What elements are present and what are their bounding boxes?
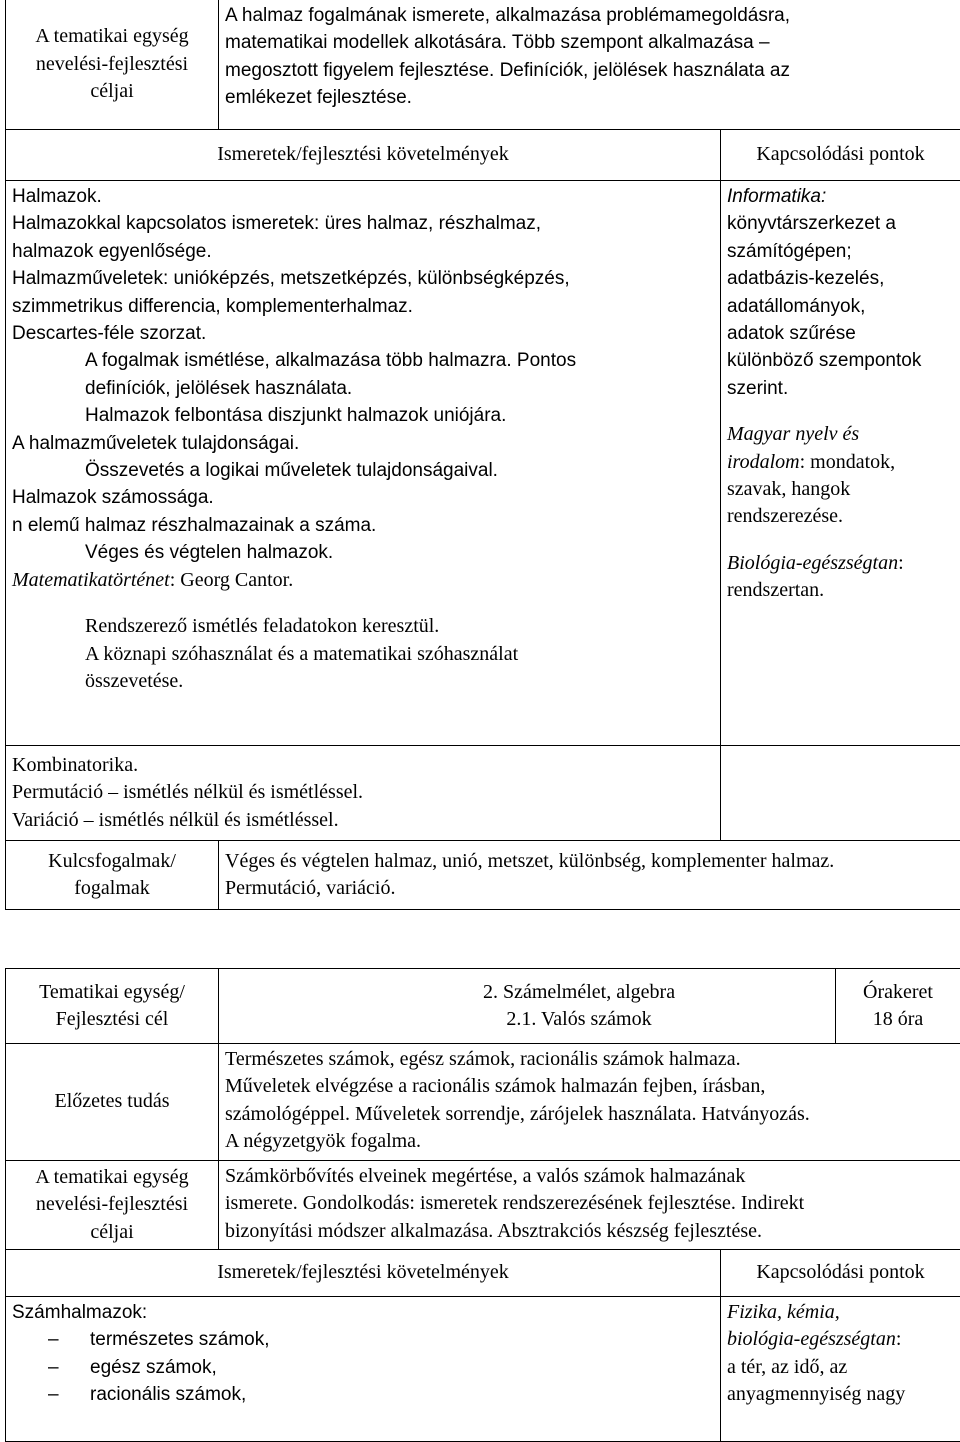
keywords-label-cell <box>6 841 219 910</box>
aims-text-cell <box>219 0 960 130</box>
informatika-label: Informatika: <box>727 183 954 210</box>
combinatorics-connections-cell <box>721 746 960 841</box>
conn-label-2: biológia-egészségtan <box>727 1328 896 1350</box>
connections-header <box>721 130 960 181</box>
prior-knowledge-row <box>6 1044 960 1161</box>
keywords-line: Permutáció, variáció. <box>225 875 954 902</box>
magyar-label-2: irodalom <box>727 451 800 473</box>
aims-line-2: ismerete. Gondolkodás: ismeretek rendszerezésének fejlesztése. Indirekt <box>225 1190 954 1217</box>
magyar-label: Magyar nyelv és <box>727 421 954 448</box>
list-item <box>12 1381 714 1408</box>
req-line: szimmetrikus differencia, komplementerhalmaz. <box>12 293 714 320</box>
keywords-row <box>6 841 960 910</box>
history-rest: : Georg Cantor. <box>170 569 294 591</box>
prior-line: számológéppel. Műveletek sorrendje, zárójelek használata. Hatványozás. <box>225 1101 954 1128</box>
aims-row <box>6 0 960 130</box>
bio-text: rendszertan. <box>727 577 954 604</box>
combinatorics-cell <box>6 746 721 841</box>
req-line: Halmazok felbontása diszjunkt halmazok uniójára. <box>12 402 714 429</box>
comb-line: Variáció – ismétlés nélkül és ismétléssel. <box>12 807 714 834</box>
comb-line: Kombinatorika. <box>12 752 714 779</box>
aims-label-cell-2 <box>6 1161 219 1250</box>
conn-line: adatállományok, <box>727 293 954 320</box>
combinatorics-row <box>6 746 960 841</box>
prior-label: Előzetes tudás <box>55 1090 170 1112</box>
req-line: Halmazok. <box>12 183 714 210</box>
conn-line: könyvtárszerkezet a <box>727 210 954 237</box>
magyar-line <box>727 449 954 476</box>
conn-line: anyagmennyiség nagy <box>727 1381 954 1408</box>
spacer <box>727 531 954 550</box>
list-item <box>12 1326 714 1353</box>
aims-text-line: A halmaz fogalmának ismerete, alkalmazása problémamegoldásra, <box>225 2 954 29</box>
connections-header-2 <box>721 1250 960 1297</box>
req-line: Összevetés a logikai műveletek tulajdonságaival. <box>12 457 714 484</box>
bio-colon: : <box>898 552 904 574</box>
magyar-line: szavak, hangok <box>727 476 954 503</box>
conn-label-line <box>727 1326 954 1353</box>
conn-line: adatok szűrése <box>727 320 954 347</box>
aims-row-2 <box>6 1161 960 1250</box>
req-line: n elemű halmaz részhalmazainak a száma. <box>12 512 714 539</box>
dash-bullet: – <box>12 1354 90 1381</box>
conn-line: számítógépen; <box>727 238 954 265</box>
bio-label: Biológia-egészségtan <box>727 552 898 574</box>
magyar-line: rendszerezése. <box>727 503 954 530</box>
history-label: Matematikatörténet <box>12 569 170 591</box>
req-line: összevetése. <box>12 668 714 695</box>
unit-label: Tematikai egység/ <box>12 979 212 1006</box>
prior-line: A négyzetgyök fogalma. <box>225 1128 954 1155</box>
req-line: Véges és végtelen halmazok. <box>12 539 714 566</box>
list-item-text: egész számok, <box>90 1354 217 1381</box>
number-sets-cell <box>6 1297 721 1442</box>
req-line: definíciók, jelölések használata. <box>12 375 714 402</box>
req-line: Halmazműveletek: unióképzés, metszetképzés, különbségképzés, <box>12 265 714 292</box>
unit-label: Fejlesztési cél <box>12 1006 212 1033</box>
number-sets-label: Számhalmazok: <box>12 1299 714 1326</box>
requirements-cell <box>6 181 721 746</box>
conn-line: különböző szempontok <box>727 347 954 374</box>
curriculum-table-real-numbers <box>5 968 960 1442</box>
aims-line-2: bizonyítási módszer alkalmazása. Absztrakciós készség fejlesztése. <box>225 1218 954 1245</box>
conn-colon: : <box>896 1328 902 1350</box>
comb-line: Permutáció – ismétlés nélkül és ismétléssel. <box>12 779 714 806</box>
connections-header-text-2: Kapcsolódási pontok <box>756 1261 924 1283</box>
dash-bullet: – <box>12 1381 90 1408</box>
prior-label-cell <box>6 1044 219 1161</box>
req-line: A halmazműveletek tulajdonságai. <box>12 430 714 457</box>
aims-label-cell <box>6 0 219 130</box>
aims-cell-2 <box>219 1161 960 1250</box>
conn-label: Fizika, kémia, <box>727 1299 954 1326</box>
list-item-text: racionális számok, <box>90 1381 246 1408</box>
req-line-history <box>12 567 714 594</box>
requirements-header-2 <box>6 1250 721 1297</box>
keywords-label: fogalmak <box>12 875 212 902</box>
req-line: Rendszerező ismétlés feladatokon keresztül. <box>12 613 714 640</box>
prior-line: Műveletek elvégzése a racionális számok halmazán fejben, írásban, <box>225 1073 954 1100</box>
unit-subtitle: 2.1. Valós számok <box>329 1006 829 1033</box>
conn-line: szerint. <box>727 375 954 402</box>
req-line: Halmazok számossága. <box>12 484 714 511</box>
requirements-header <box>6 130 721 181</box>
aims-text-line: matematikai modellek alkotására. Több szempont alkalmazása – <box>225 29 954 56</box>
keywords-label: Kulcsfogalmak/ <box>12 848 212 875</box>
requirements-header-text-2: Ismeretek/fejlesztési követelmények <box>217 1261 509 1283</box>
number-sets-row <box>6 1297 960 1442</box>
magyar-rest: : mondatok, <box>800 451 896 473</box>
conn-line: a tér, az idő, az <box>727 1354 954 1381</box>
dash-bullet: – <box>12 1326 90 1353</box>
req-line: Descartes-féle szorzat. <box>12 320 714 347</box>
conn-line: adatbázis-kezelés, <box>727 265 954 292</box>
prior-cell <box>219 1044 960 1161</box>
spacer <box>12 594 714 613</box>
connections-header-text: Kapcsolódási pontok <box>756 143 924 165</box>
keywords-line: Véges és végtelen halmaz, unió, metszet, különbség, komplementer halmaz. <box>225 848 954 875</box>
hours-cell <box>836 969 960 1044</box>
req-line: A köznapi szóhasználat és a matematikai szóhasználat <box>12 641 714 668</box>
aims-label: A tematikai egység nevelési-fejlesztési céljai <box>35 25 188 102</box>
magyar-block <box>727 421 954 604</box>
sets-content-row <box>6 181 960 746</box>
aims-line-2: Számkörbővítés elveinek megértése, a valós számok halmazának <box>225 1163 954 1190</box>
connections-cell <box>721 181 960 746</box>
keywords-cell <box>219 841 960 910</box>
curriculum-table-sets <box>5 0 960 910</box>
req-line: A fogalmak ismétlése, alkalmazása több halmazra. Pontos <box>12 347 714 374</box>
unit-title-row <box>6 969 960 1044</box>
prior-line: Természetes számok, egész számok, racionális számok halmaza. <box>225 1046 954 1073</box>
unit-label-cell <box>6 969 219 1044</box>
hours-label: Órakeret <box>842 979 954 1006</box>
req-line: Halmazokkal kapcsolatos ismeretek: üres halmaz, részhalmaz, <box>12 210 714 237</box>
list-item <box>12 1354 714 1381</box>
aims-text-line: megosztott figyelem fejlesztése. Definíciók, jelölések használata az <box>225 57 954 84</box>
aims-label-2: A tematikai egység nevelési-fejlesztési céljai <box>35 1166 188 1243</box>
list-item-text: természetes számok, <box>90 1326 270 1353</box>
requirements-header-text: Ismeretek/fejlesztési követelmények <box>217 143 509 165</box>
aims-text-line: emlékezet fejlesztése. <box>225 84 954 111</box>
number-sets-connections-cell <box>721 1297 960 1442</box>
unit-title-cell <box>219 969 836 1044</box>
bio-line <box>727 550 954 577</box>
spacer <box>727 402 954 421</box>
column-header-row-2 <box>6 1250 960 1297</box>
req-line: halmazok egyenlősége. <box>12 238 714 265</box>
hours-value: 18 óra <box>842 1006 954 1033</box>
column-header-row <box>6 130 960 181</box>
unit-title: 2. Számelmélet, algebra <box>329 979 829 1006</box>
